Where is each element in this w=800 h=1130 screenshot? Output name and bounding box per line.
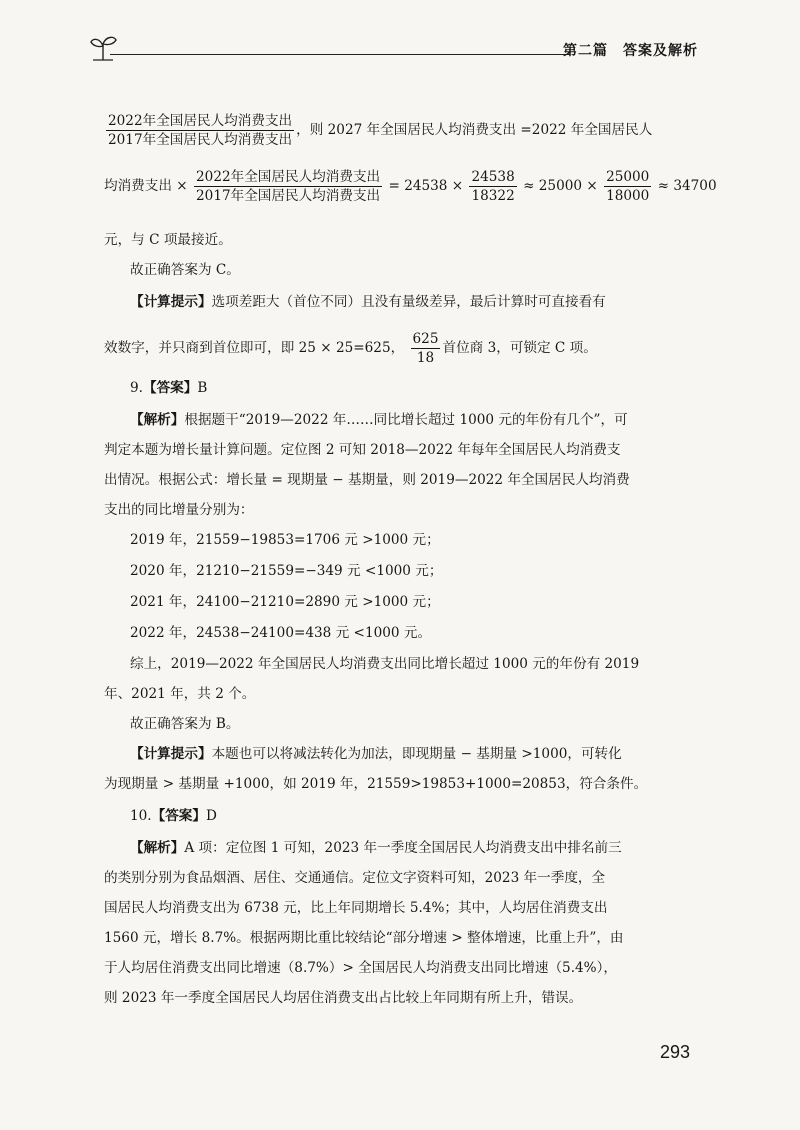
answer-label: 【答案】 <box>151 808 206 824</box>
fraction-denominator: 2017年全国居民人均消费支出 <box>108 132 293 148</box>
question-number: 10. <box>130 808 152 824</box>
answer-label: 【答案】 <box>142 380 198 396</box>
conclusion-line: 故正确答案为 C。 <box>130 262 240 278</box>
fraction <box>469 168 516 205</box>
question-9-answer <box>104 378 207 398</box>
analysis-label: 【解析】 <box>130 840 185 856</box>
text-segment: 首位商 3，可锁定 C 项。 <box>442 340 597 356</box>
calc-line: 2020 年，21210−21559=−349 元 <1000 元； <box>130 563 443 579</box>
analysis-line: 判定本题为增长量计算问题。定位图 2 可知 2018—2022 年每年全国居民人均消费支 <box>104 442 621 458</box>
fraction <box>604 168 651 205</box>
page-header <box>88 30 698 70</box>
analysis-line: 于人均居住消费支出同比增速（8.7%）> 全国居民人均消费支出同比增速（5.4%）， <box>104 960 617 976</box>
analysis-line: 的类别分别为食品烟酒、居住、交通通信。定位文字资料可知，2023 年一季度，全 <box>104 870 606 886</box>
calc-line: 2021 年，24100−21210=2890 元 >1000 元； <box>130 594 440 610</box>
fraction-ratio <box>194 168 382 205</box>
fraction-denominator: 2017年全国居民人均消费支出 <box>196 188 381 204</box>
calc-tip-label: 【计算提示】 <box>130 294 212 310</box>
equation-segment: ≈ 25000 × <box>523 178 598 194</box>
answer-value: B <box>197 380 208 396</box>
section-title: 第二篇 答案及解析 <box>563 43 698 59</box>
analysis-line <box>104 410 628 430</box>
fraction-numerator: 25000 <box>606 169 650 185</box>
calc-tip-line <box>104 292 606 312</box>
fraction-denominator: 18 <box>416 350 435 366</box>
text-segment: 均消费支出 × <box>104 178 188 194</box>
fraction-ratio <box>106 112 294 149</box>
paragraph-line: 元，与 C 项最接近。 <box>104 232 232 248</box>
fraction-numerator: 2022年全国居民人均消费支出 <box>196 169 381 185</box>
fraction-numerator: 625 <box>412 331 439 347</box>
text-segment: ，则 2027 年全国居民人均消费支出 =2022 年全国居民人 <box>296 122 653 138</box>
fraction-denominator: 18322 <box>471 188 515 204</box>
conclusion-line: 故正确答案为 B。 <box>130 716 240 732</box>
analysis-line: 国居民人均消费支出为 6738 元，比上年同期增长 5.4%；其中，人均居住消费支出 <box>104 900 608 916</box>
calc-tip-line <box>104 330 597 367</box>
analysis-line: 出情况。根据公式：增长量 = 现期量 − 基期量，则 2019—2022 年全国居民人均消费 <box>104 472 630 488</box>
summary-line: 年、2021 年，共 2 个。 <box>104 686 256 702</box>
fraction <box>411 330 441 367</box>
question-10-answer <box>104 806 217 826</box>
fraction-numerator: 2022年全国居民人均消费支出 <box>108 113 293 129</box>
fraction-denominator: 18000 <box>606 188 650 204</box>
text-segment: 效数字，并只商到首位即可，即 25 × 25=625， <box>104 340 405 356</box>
fraction-numerator: 24538 <box>471 169 515 185</box>
question-number: 9. <box>130 380 143 396</box>
calc-line: 2019 年，21559−19853=1706 元 >1000 元； <box>130 532 440 548</box>
text-segment: 根据题干“2019—2022 年……同比增长超过 1000 元的年份有几个”，可 <box>184 412 628 428</box>
answer-value: D <box>206 808 217 824</box>
calc-line: 2022 年，24538−24100=438 元 <1000 元。 <box>130 625 432 641</box>
text-segment: A 项：定位图 1 可知，2023 年一季度全国居民人均消费支出中排名前三 <box>184 840 622 856</box>
calc-tip-label: 【计算提示】 <box>130 746 212 762</box>
text-segment: 选项差距大（首位不同）且没有量级差异，最后计算时可直接看有 <box>211 294 606 310</box>
equation-line <box>104 168 717 205</box>
analysis-line: 1560 元，增长 8.7%。根据两期比重比较结论“部分增速 > 整体增速，比重上升”，由 <box>104 930 624 946</box>
analysis-line <box>104 838 622 858</box>
page-number: 293 <box>660 1042 691 1062</box>
sprout-icon <box>88 30 118 64</box>
calc-tip-line <box>104 744 622 764</box>
summary-line: 综上，2019—2022 年全国居民人均消费支出同比增长超过 1000 元的年份有 2019 <box>130 656 640 672</box>
ratio-line <box>104 112 652 149</box>
analysis-label: 【解析】 <box>130 412 185 428</box>
header-rule <box>110 54 570 55</box>
equation-segment: ≈ 34700 <box>657 178 717 194</box>
analysis-line: 支出的同比增量分别为： <box>104 502 254 518</box>
calc-tip-line: 为现期量 > 基期量 +1000，如 2019 年，21559>19853+1000=20853，符合条件。 <box>104 776 648 792</box>
text-segment: 本题也可以将减法转化为加法，即现期量 − 基期量 >1000，可转化 <box>211 746 622 762</box>
analysis-line: 则 2023 年一季度全国居民人均居住消费支出占比较上年同期有所上升，错误。 <box>104 990 583 1006</box>
equation-segment: = 24538 × <box>388 178 464 194</box>
